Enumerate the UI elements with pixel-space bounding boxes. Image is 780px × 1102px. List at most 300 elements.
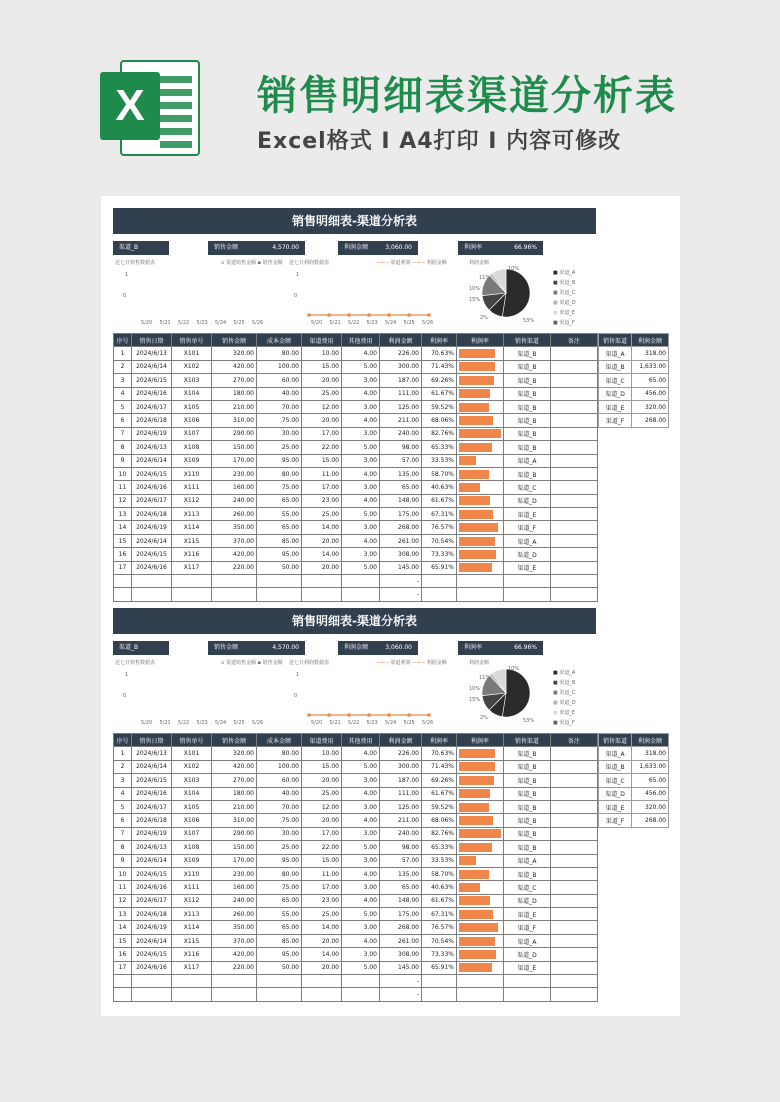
table-cell[interactable]: 渠道_B bbox=[503, 427, 550, 440]
table-cell[interactable]: 180.00 bbox=[212, 387, 257, 400]
table-cell[interactable]: 57.00 bbox=[380, 854, 422, 867]
table-cell[interactable]: 220.00 bbox=[212, 561, 257, 574]
table-cell[interactable]: 3.00 bbox=[342, 481, 380, 494]
channel-name[interactable]: 渠道_C bbox=[599, 374, 632, 387]
table-cell[interactable]: 13 bbox=[114, 908, 132, 921]
table-cell[interactable]: 4.00 bbox=[342, 934, 380, 947]
table-cell[interactable]: 75.00 bbox=[257, 881, 302, 894]
table-cell[interactable]: 20.00 bbox=[302, 961, 342, 974]
table-cell[interactable]: 3.00 bbox=[342, 521, 380, 534]
table-cell[interactable]: 渠道_A bbox=[503, 454, 550, 467]
channel-name[interactable]: 渠道_E bbox=[599, 400, 632, 413]
table-cell[interactable]: 5.00 bbox=[342, 561, 380, 574]
table-cell[interactable]: 4 bbox=[114, 787, 132, 800]
table-cell[interactable]: 9 bbox=[114, 854, 132, 867]
table-cell[interactable]: 3.00 bbox=[342, 921, 380, 934]
channel-profit[interactable]: 1,633.00 bbox=[632, 760, 669, 773]
table-cell[interactable]: 3.00 bbox=[342, 800, 380, 813]
table-cell[interactable]: X102 bbox=[172, 360, 212, 373]
table-cell[interactable]: 2024/6/14 bbox=[132, 360, 172, 373]
table-cell[interactable]: 渠道_B bbox=[503, 827, 550, 840]
remark-cell[interactable] bbox=[550, 961, 597, 974]
table-cell[interactable]: 75.00 bbox=[257, 414, 302, 427]
table-cell[interactable]: 75.00 bbox=[257, 814, 302, 827]
table-cell[interactable]: 20.00 bbox=[302, 774, 342, 787]
table-cell[interactable]: 40.63% bbox=[422, 481, 457, 494]
table-cell[interactable]: 1 bbox=[114, 347, 132, 360]
remark-cell[interactable] bbox=[550, 347, 597, 360]
table-cell[interactable]: 15.00 bbox=[302, 360, 342, 373]
table-cell[interactable]: 15 bbox=[114, 934, 132, 947]
table-cell[interactable]: 82.76% bbox=[422, 827, 457, 840]
table-cell[interactable]: X103 bbox=[172, 374, 212, 387]
table-cell[interactable]: 300.00 bbox=[380, 760, 422, 773]
table-cell[interactable]: 17.00 bbox=[302, 881, 342, 894]
table-cell[interactable]: 20.00 bbox=[302, 534, 342, 547]
table-cell[interactable]: 58.70% bbox=[422, 467, 457, 480]
table-cell[interactable]: 12 bbox=[114, 894, 132, 907]
table-cell[interactable] bbox=[422, 988, 457, 1001]
table-cell[interactable]: 85.00 bbox=[257, 934, 302, 947]
table-cell[interactable]: 4.00 bbox=[342, 494, 380, 507]
table-cell[interactable] bbox=[457, 988, 504, 1001]
table-cell[interactable]: 2024/6/19 bbox=[132, 921, 172, 934]
table-cell[interactable]: 2024/6/16 bbox=[132, 787, 172, 800]
remark-cell[interactable] bbox=[550, 800, 597, 813]
table-cell[interactable]: 5.00 bbox=[342, 841, 380, 854]
table-cell[interactable]: 150.00 bbox=[212, 841, 257, 854]
table-cell[interactable]: 187.00 bbox=[380, 774, 422, 787]
table-cell[interactable]: 95.00 bbox=[257, 454, 302, 467]
table-cell[interactable] bbox=[172, 988, 212, 1001]
table-cell[interactable]: 3 bbox=[114, 774, 132, 787]
table-cell[interactable]: 59.52% bbox=[422, 400, 457, 413]
table-cell[interactable]: 148.00 bbox=[380, 894, 422, 907]
table-cell[interactable]: 310.00 bbox=[212, 414, 257, 427]
remark-cell[interactable] bbox=[550, 561, 597, 574]
table-cell[interactable]: 17.00 bbox=[302, 481, 342, 494]
table-cell[interactable]: 135.00 bbox=[380, 867, 422, 880]
table-cell[interactable]: 95.00 bbox=[257, 548, 302, 561]
table-cell[interactable]: 渠道_C bbox=[503, 481, 550, 494]
table-cell[interactable]: 3.00 bbox=[342, 948, 380, 961]
table-cell[interactable]: X101 bbox=[172, 747, 212, 760]
table-cell[interactable]: 2024/6/15 bbox=[132, 467, 172, 480]
table-cell[interactable]: X115 bbox=[172, 934, 212, 947]
table-cell[interactable]: 14 bbox=[114, 521, 132, 534]
table-cell[interactable]: 4.00 bbox=[342, 867, 380, 880]
table-cell[interactable]: 55.00 bbox=[257, 508, 302, 521]
channel-name[interactable]: 渠道_B bbox=[599, 360, 632, 373]
table-cell[interactable]: 98.00 bbox=[380, 441, 422, 454]
channel-profit[interactable]: 65.00 bbox=[632, 774, 669, 787]
table-cell[interactable]: 14.00 bbox=[302, 548, 342, 561]
table-cell[interactable]: 14.00 bbox=[302, 948, 342, 961]
table-cell[interactable]: 2024/6/16 bbox=[132, 881, 172, 894]
table-cell[interactable]: 2024/6/13 bbox=[132, 841, 172, 854]
table-cell[interactable] bbox=[132, 988, 172, 1001]
table-cell[interactable]: 7 bbox=[114, 827, 132, 840]
remark-cell[interactable] bbox=[550, 427, 597, 440]
channel-profit[interactable]: 65.00 bbox=[632, 374, 669, 387]
table-cell[interactable]: 12.00 bbox=[302, 400, 342, 413]
table-cell[interactable]: 73.33% bbox=[422, 948, 457, 961]
table-cell[interactable]: 270.00 bbox=[212, 774, 257, 787]
table-cell[interactable]: 370.00 bbox=[212, 534, 257, 547]
table-cell[interactable]: 3.00 bbox=[342, 400, 380, 413]
table-cell[interactable]: 308.00 bbox=[380, 948, 422, 961]
table-cell[interactable]: 82.76% bbox=[422, 427, 457, 440]
table-cell[interactable]: 4.00 bbox=[342, 467, 380, 480]
table-cell[interactable] bbox=[457, 975, 504, 988]
table-cell[interactable]: 175.00 bbox=[380, 508, 422, 521]
table-cell[interactable]: 5.00 bbox=[342, 961, 380, 974]
table-cell[interactable] bbox=[114, 988, 132, 1001]
table-cell[interactable]: 25.00 bbox=[302, 908, 342, 921]
table-cell[interactable]: 16 bbox=[114, 948, 132, 961]
table-cell[interactable]: 4 bbox=[114, 387, 132, 400]
channel-name[interactable]: 渠道_E bbox=[599, 800, 632, 813]
table-cell[interactable]: 25.00 bbox=[257, 441, 302, 454]
table-cell[interactable]: 80.00 bbox=[257, 467, 302, 480]
table-cell[interactable]: 65.00 bbox=[257, 921, 302, 934]
table-cell[interactable]: 渠道_A bbox=[503, 854, 550, 867]
table-cell[interactable]: 3.00 bbox=[342, 854, 380, 867]
table-cell[interactable]: - bbox=[380, 988, 422, 1001]
table-cell[interactable]: 12 bbox=[114, 494, 132, 507]
remark-cell[interactable] bbox=[550, 760, 597, 773]
table-cell[interactable]: 渠道_B bbox=[503, 760, 550, 773]
table-cell[interactable] bbox=[212, 575, 257, 588]
table-cell[interactable]: X105 bbox=[172, 800, 212, 813]
table-cell[interactable]: 85.00 bbox=[257, 534, 302, 547]
table-cell[interactable]: 15 bbox=[114, 534, 132, 547]
table-cell[interactable]: 渠道_B bbox=[503, 400, 550, 413]
table-cell[interactable] bbox=[550, 988, 597, 1001]
table-cell[interactable]: 4.00 bbox=[342, 387, 380, 400]
table-cell[interactable]: 2024/6/18 bbox=[132, 908, 172, 921]
table-cell[interactable]: 渠道_D bbox=[503, 894, 550, 907]
table-cell[interactable]: 10.00 bbox=[302, 347, 342, 360]
table-cell[interactable]: 320.00 bbox=[212, 747, 257, 760]
table-cell[interactable]: 渠道_E bbox=[503, 961, 550, 974]
table-cell[interactable] bbox=[342, 588, 380, 601]
table-cell[interactable]: 58.70% bbox=[422, 867, 457, 880]
table-cell[interactable]: 230.00 bbox=[212, 867, 257, 880]
table-cell[interactable]: 420.00 bbox=[212, 760, 257, 773]
table-cell[interactable]: 308.00 bbox=[380, 548, 422, 561]
table-cell[interactable]: 6 bbox=[114, 414, 132, 427]
table-cell[interactable]: 420.00 bbox=[212, 360, 257, 373]
remark-cell[interactable] bbox=[550, 467, 597, 480]
table-cell[interactable]: 95.00 bbox=[257, 854, 302, 867]
remark-cell[interactable] bbox=[550, 948, 597, 961]
table-cell[interactable]: 2024/6/17 bbox=[132, 894, 172, 907]
remark-cell[interactable] bbox=[550, 454, 597, 467]
channel-name[interactable]: 渠道_B bbox=[599, 760, 632, 773]
table-cell[interactable]: X106 bbox=[172, 414, 212, 427]
table-cell[interactable]: 2024/6/18 bbox=[132, 414, 172, 427]
table-cell[interactable]: X104 bbox=[172, 387, 212, 400]
table-cell[interactable]: 75.00 bbox=[257, 481, 302, 494]
table-cell[interactable]: 渠道_B bbox=[503, 841, 550, 854]
table-cell[interactable]: 65.00 bbox=[257, 494, 302, 507]
table-cell[interactable]: 260.00 bbox=[212, 908, 257, 921]
table-cell[interactable] bbox=[212, 588, 257, 601]
remark-cell[interactable] bbox=[550, 774, 597, 787]
table-cell[interactable]: 65.33% bbox=[422, 441, 457, 454]
table-cell[interactable] bbox=[114, 588, 132, 601]
table-cell[interactable]: 3.00 bbox=[342, 374, 380, 387]
table-cell[interactable]: 3.00 bbox=[342, 454, 380, 467]
remark-cell[interactable] bbox=[550, 827, 597, 840]
table-cell[interactable] bbox=[550, 575, 597, 588]
table-cell[interactable]: 2024/6/15 bbox=[132, 548, 172, 561]
table-cell[interactable]: 9 bbox=[114, 454, 132, 467]
channel-name[interactable]: 渠道_C bbox=[599, 774, 632, 787]
table-cell[interactable]: 5.00 bbox=[342, 760, 380, 773]
table-cell[interactable] bbox=[302, 575, 342, 588]
table-cell[interactable]: 3.00 bbox=[342, 881, 380, 894]
table-cell[interactable]: 67.31% bbox=[422, 908, 457, 921]
table-cell[interactable]: 17.00 bbox=[302, 827, 342, 840]
table-cell[interactable]: X114 bbox=[172, 921, 212, 934]
table-cell[interactable]: 2024/6/19 bbox=[132, 827, 172, 840]
table-cell[interactable]: 4.00 bbox=[342, 347, 380, 360]
remark-cell[interactable] bbox=[550, 400, 597, 413]
table-cell[interactable]: 8 bbox=[114, 441, 132, 454]
table-cell[interactable]: 5.00 bbox=[342, 360, 380, 373]
table-cell[interactable]: 150.00 bbox=[212, 441, 257, 454]
table-cell[interactable]: 2024/6/15 bbox=[132, 867, 172, 880]
table-cell[interactable]: 渠道_B bbox=[503, 387, 550, 400]
table-cell[interactable] bbox=[114, 975, 132, 988]
table-cell[interactable]: 22.00 bbox=[302, 841, 342, 854]
table-cell[interactable]: X104 bbox=[172, 787, 212, 800]
table-cell[interactable]: 渠道_A bbox=[503, 934, 550, 947]
table-cell[interactable]: 25.00 bbox=[302, 387, 342, 400]
table-cell[interactable]: 61.67% bbox=[422, 787, 457, 800]
table-cell[interactable]: 69.26% bbox=[422, 374, 457, 387]
table-cell[interactable]: 3 bbox=[114, 374, 132, 387]
channel-profit[interactable]: 318.00 bbox=[632, 347, 669, 360]
table-cell[interactable]: 61.67% bbox=[422, 387, 457, 400]
table-cell[interactable]: 17.00 bbox=[302, 427, 342, 440]
table-cell[interactable]: 226.00 bbox=[380, 747, 422, 760]
table-cell[interactable]: 13 bbox=[114, 508, 132, 521]
remark-cell[interactable] bbox=[550, 814, 597, 827]
table-cell[interactable] bbox=[422, 575, 457, 588]
table-cell[interactable]: 40.00 bbox=[257, 387, 302, 400]
table-cell[interactable]: 3.00 bbox=[342, 774, 380, 787]
table-cell[interactable]: 2024/6/18 bbox=[132, 814, 172, 827]
table-cell[interactable]: X108 bbox=[172, 441, 212, 454]
table-cell[interactable]: 11 bbox=[114, 881, 132, 894]
table-cell[interactable]: X107 bbox=[172, 427, 212, 440]
remark-cell[interactable] bbox=[550, 908, 597, 921]
table-cell[interactable]: 70.00 bbox=[257, 400, 302, 413]
table-cell[interactable]: X110 bbox=[172, 867, 212, 880]
table-cell[interactable]: 渠道_B bbox=[503, 774, 550, 787]
table-cell[interactable]: 2024/6/15 bbox=[132, 374, 172, 387]
table-cell[interactable]: 211.00 bbox=[380, 414, 422, 427]
channel-profit[interactable]: 320.00 bbox=[632, 400, 669, 413]
table-cell[interactable]: 211.00 bbox=[380, 814, 422, 827]
table-cell[interactable]: 350.00 bbox=[212, 521, 257, 534]
table-cell[interactable]: 渠道_B bbox=[503, 347, 550, 360]
table-cell[interactable]: 268.00 bbox=[380, 921, 422, 934]
table-cell[interactable]: 2024/6/14 bbox=[132, 854, 172, 867]
table-cell[interactable]: 70.63% bbox=[422, 347, 457, 360]
table-cell[interactable]: 145.00 bbox=[380, 961, 422, 974]
table-cell[interactable]: 65.91% bbox=[422, 961, 457, 974]
table-cell[interactable]: 80.00 bbox=[257, 747, 302, 760]
table-cell[interactable]: 2024/6/13 bbox=[132, 441, 172, 454]
table-cell[interactable]: 230.00 bbox=[212, 467, 257, 480]
table-cell[interactable]: X111 bbox=[172, 881, 212, 894]
table-cell[interactable]: 16 bbox=[114, 548, 132, 561]
table-cell[interactable]: 23.00 bbox=[302, 494, 342, 507]
remark-cell[interactable] bbox=[550, 548, 597, 561]
table-cell[interactable]: 95.00 bbox=[257, 948, 302, 961]
table-cell[interactable]: 5 bbox=[114, 400, 132, 413]
remark-cell[interactable] bbox=[550, 494, 597, 507]
table-cell[interactable]: 70.54% bbox=[422, 934, 457, 947]
table-cell[interactable]: 33.53% bbox=[422, 854, 457, 867]
table-cell[interactable] bbox=[132, 575, 172, 588]
table-cell[interactable]: 10.00 bbox=[302, 747, 342, 760]
table-cell[interactable] bbox=[342, 988, 380, 1001]
channel-name[interactable]: 渠道_D bbox=[599, 387, 632, 400]
table-cell[interactable]: 40.63% bbox=[422, 881, 457, 894]
table-cell[interactable]: 1 bbox=[114, 747, 132, 760]
table-cell[interactable]: 125.00 bbox=[380, 400, 422, 413]
table-cell[interactable]: 67.31% bbox=[422, 508, 457, 521]
table-cell[interactable]: 370.00 bbox=[212, 934, 257, 947]
table-cell[interactable]: 65.00 bbox=[380, 881, 422, 894]
table-cell[interactable]: 15.00 bbox=[302, 854, 342, 867]
table-cell[interactable]: 20.00 bbox=[302, 414, 342, 427]
remark-cell[interactable] bbox=[550, 787, 597, 800]
table-cell[interactable]: 160.00 bbox=[212, 481, 257, 494]
channel-name[interactable]: 渠道_A bbox=[599, 347, 632, 360]
remark-cell[interactable] bbox=[550, 441, 597, 454]
table-cell[interactable]: 100.00 bbox=[257, 360, 302, 373]
table-cell[interactable]: 68.06% bbox=[422, 814, 457, 827]
channel-name[interactable]: 渠道_A bbox=[599, 747, 632, 760]
table-cell[interactable]: X110 bbox=[172, 467, 212, 480]
table-cell[interactable]: 渠道_E bbox=[503, 508, 550, 521]
table-cell[interactable]: X105 bbox=[172, 400, 212, 413]
channel-profit[interactable]: 1,633.00 bbox=[632, 360, 669, 373]
table-cell[interactable]: 7 bbox=[114, 427, 132, 440]
table-cell[interactable] bbox=[342, 975, 380, 988]
table-cell[interactable] bbox=[422, 588, 457, 601]
table-cell[interactable]: 240.00 bbox=[212, 894, 257, 907]
table-cell[interactable]: 渠道_B bbox=[503, 747, 550, 760]
table-cell[interactable] bbox=[503, 588, 550, 601]
table-cell[interactable]: 10 bbox=[114, 867, 132, 880]
table-cell[interactable]: 261.00 bbox=[380, 534, 422, 547]
remark-cell[interactable] bbox=[550, 481, 597, 494]
table-cell[interactable]: 240.00 bbox=[212, 494, 257, 507]
table-cell[interactable]: 55.00 bbox=[257, 908, 302, 921]
remark-cell[interactable] bbox=[550, 534, 597, 547]
table-cell[interactable]: 20.00 bbox=[302, 561, 342, 574]
channel-profit[interactable]: 456.00 bbox=[632, 387, 669, 400]
channel-profit[interactable]: 268.00 bbox=[632, 414, 669, 427]
table-cell[interactable]: 2024/6/16 bbox=[132, 561, 172, 574]
remark-cell[interactable] bbox=[550, 894, 597, 907]
table-cell[interactable]: 2024/6/14 bbox=[132, 534, 172, 547]
table-cell[interactable]: 5.00 bbox=[342, 508, 380, 521]
table-cell[interactable]: 渠道_B bbox=[503, 800, 550, 813]
table-cell[interactable]: 310.00 bbox=[212, 814, 257, 827]
table-cell[interactable]: 20.00 bbox=[302, 374, 342, 387]
table-cell[interactable]: 65.00 bbox=[380, 481, 422, 494]
table-cell[interactable]: 2024/6/17 bbox=[132, 800, 172, 813]
table-cell[interactable]: 76.57% bbox=[422, 521, 457, 534]
table-cell[interactable] bbox=[302, 975, 342, 988]
table-cell[interactable]: 68.06% bbox=[422, 414, 457, 427]
table-cell[interactable]: 261.00 bbox=[380, 934, 422, 947]
table-cell[interactable] bbox=[132, 588, 172, 601]
table-cell[interactable] bbox=[212, 975, 257, 988]
table-cell[interactable]: 220.00 bbox=[212, 961, 257, 974]
table-cell[interactable]: 渠道_E bbox=[503, 908, 550, 921]
table-cell[interactable]: 2024/6/17 bbox=[132, 494, 172, 507]
table-cell[interactable]: 2024/6/16 bbox=[132, 961, 172, 974]
table-cell[interactable]: - bbox=[380, 575, 422, 588]
table-cell[interactable]: 11.00 bbox=[302, 467, 342, 480]
table-cell[interactable]: 98.00 bbox=[380, 841, 422, 854]
table-cell[interactable]: 350.00 bbox=[212, 921, 257, 934]
table-cell[interactable]: 2024/6/18 bbox=[132, 508, 172, 521]
table-cell[interactable]: - bbox=[380, 975, 422, 988]
channel-name[interactable]: 渠道_F bbox=[599, 814, 632, 827]
table-cell[interactable]: 40.00 bbox=[257, 787, 302, 800]
channel-name[interactable]: 渠道_D bbox=[599, 787, 632, 800]
remark-cell[interactable] bbox=[550, 360, 597, 373]
table-cell[interactable]: 226.00 bbox=[380, 347, 422, 360]
table-cell[interactable]: 2024/6/14 bbox=[132, 454, 172, 467]
table-cell[interactable]: 8 bbox=[114, 841, 132, 854]
table-cell[interactable] bbox=[302, 588, 342, 601]
table-cell[interactable]: 65.91% bbox=[422, 561, 457, 574]
table-cell[interactable]: 渠道_B bbox=[503, 867, 550, 880]
remark-cell[interactable] bbox=[550, 374, 597, 387]
table-cell[interactable]: 渠道_B bbox=[503, 374, 550, 387]
table-cell[interactable]: 57.00 bbox=[380, 454, 422, 467]
table-cell[interactable]: X108 bbox=[172, 841, 212, 854]
table-cell[interactable] bbox=[172, 975, 212, 988]
remark-cell[interactable] bbox=[550, 508, 597, 521]
table-cell[interactable]: 15.00 bbox=[302, 454, 342, 467]
table-cell[interactable]: 2024/6/13 bbox=[132, 347, 172, 360]
table-cell[interactable]: 2024/6/14 bbox=[132, 760, 172, 773]
table-cell[interactable]: 渠道_F bbox=[503, 521, 550, 534]
table-cell[interactable]: 70.63% bbox=[422, 747, 457, 760]
table-cell[interactable]: 30.00 bbox=[257, 827, 302, 840]
table-cell[interactable]: 3.00 bbox=[342, 427, 380, 440]
channel-profit[interactable]: 318.00 bbox=[632, 747, 669, 760]
table-cell[interactable] bbox=[503, 988, 550, 1001]
table-cell[interactable]: 260.00 bbox=[212, 508, 257, 521]
table-cell[interactable]: 76.57% bbox=[422, 921, 457, 934]
table-cell[interactable]: 渠道_B bbox=[503, 441, 550, 454]
table-cell[interactable]: 渠道_B bbox=[503, 814, 550, 827]
table-cell[interactable]: 100.00 bbox=[257, 760, 302, 773]
